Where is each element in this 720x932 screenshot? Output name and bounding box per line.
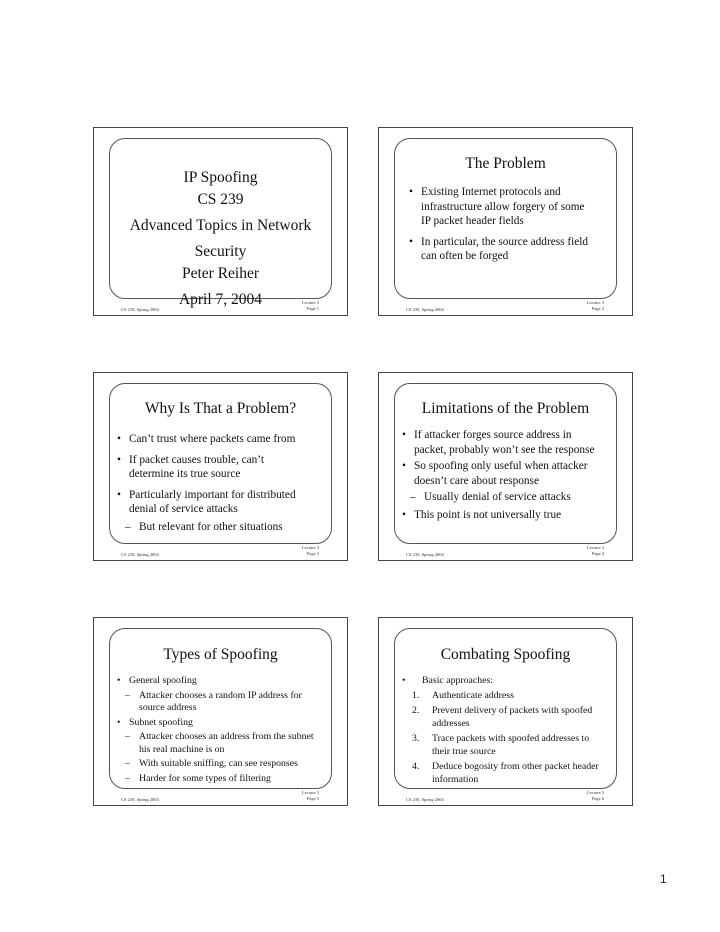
dash-mark: – [125, 520, 131, 533]
bullet-dot: • [117, 433, 121, 445]
footer-lecture: Lecture 3 [586, 790, 604, 795]
title-line: Advanced Topics in Network [129, 217, 312, 234]
slide-5-title: Types of Spoofing [163, 646, 278, 663]
slide-footer-course: CS 239, Spring 2004 [121, 307, 159, 312]
sub-bullet-item: – Harder for some types of filtering [125, 772, 271, 784]
slide-4-frame [394, 383, 617, 544]
sub-bullet-item: – But relevant for other situations [125, 520, 283, 533]
slide-2-bullets [409, 185, 590, 270]
title-line: Peter Reiher [181, 265, 260, 282]
slide-1 [93, 127, 348, 316]
bullet-dot: • [402, 429, 406, 441]
footer-lecture: Lecture 3 [301, 300, 319, 305]
slide-5-bullets [117, 675, 317, 787]
slide-footer-course: CS 239, Spring 2004 [121, 552, 159, 557]
sub-bullet-item: – Attacker chooses a random IP address for source address [125, 689, 302, 713]
slide-footer-page [587, 300, 604, 311]
slide-footer-course: CS 239, Spring 2004 [406, 307, 444, 312]
footer-page: Page 5 [306, 795, 319, 801]
bullet-item: • Existing Internet protocols and infrastructure allow forgery of some IP packet header fields [409, 186, 585, 227]
slide-footer-page [587, 790, 604, 801]
slide-3-title: Why Is That a Problem? [144, 400, 297, 417]
title-line: Security [194, 243, 247, 260]
bullet-item: • Basic approaches: [402, 675, 493, 686]
slide-footer-page [302, 790, 319, 801]
slide-footer-course: CS 239, Spring 2004 [406, 797, 444, 802]
footer-page: Page 6 [591, 795, 604, 801]
bullet-item: • Can’t trust where packets came from [117, 433, 296, 445]
bullet-dot: • [402, 460, 406, 472]
bullet-item: • Particularly important for distributed denial of service attacks [117, 488, 296, 515]
footer-page: Page 3 [306, 550, 319, 556]
footer-lecture: Lecture 3 [586, 300, 604, 305]
numbered-item: 3. Trace packets with spoofed addresses to their true source [412, 733, 590, 757]
slide-footer-course: CS 239, Spring 2004 [121, 797, 159, 802]
bullet-item: • If attacker forges source address in packet, probably won’t see the response [402, 429, 595, 456]
dash-mark: – [125, 731, 130, 742]
slide-1-title [110, 165, 331, 313]
slide-4-title: Limitations of the Problem [421, 400, 590, 417]
slide-footer-page [302, 545, 319, 556]
slide-3 [93, 372, 348, 561]
slide-2-frame [394, 138, 617, 299]
bullet-dot: • [409, 186, 413, 198]
dash-mark: – [125, 689, 130, 701]
bullet-item: • In particular, the source address field can often be forged [409, 235, 589, 262]
bullet-dot: • [117, 453, 121, 466]
slide-4-bullets [402, 428, 598, 528]
title-line: IP Spoofing [183, 169, 258, 186]
slide-3-bullets [117, 432, 305, 537]
slide-footer-course: CS 239, Spring 2004 [406, 552, 444, 557]
footer-page: Page 1 [306, 305, 319, 311]
slide-5 [93, 617, 348, 806]
footer-page: Page 4 [591, 550, 604, 556]
bullet-item: • General spoofing [117, 675, 197, 686]
bullet-item: • So spoofing only useful when attacker doesn’t care about response [402, 460, 588, 487]
numbered-item: 2. Prevent delivery of packets with spoofed addresses [412, 705, 593, 729]
title-line: CS 239 [197, 191, 244, 208]
bullet-item: • Subnet spoofing [117, 716, 193, 728]
handout-page-number: 1 [660, 872, 667, 886]
title-line: April 7, 2004 [178, 291, 263, 308]
bullet-dot: • [402, 508, 406, 521]
dash-mark: – [125, 758, 130, 769]
sub-bullet-item: – Usually denial of service attacks [410, 491, 571, 503]
bullet-dot: • [409, 235, 413, 248]
slide-6 [378, 617, 633, 806]
bullet-dot: • [117, 488, 121, 501]
slide-2-title: The Problem [465, 155, 546, 172]
slide-6-title: Combating Spoofing [440, 646, 571, 663]
slide-footer-page [587, 545, 604, 556]
slide-4 [378, 372, 633, 561]
bullet-item: • If packet causes trouble, can’t determine its true source [117, 453, 264, 480]
footer-page: Page 2 [591, 305, 604, 311]
slide-2 [378, 127, 633, 316]
bullet-dot: • [402, 675, 406, 686]
sub-bullet-item: – Attacker chooses an address from the subnet his real machine is on [125, 731, 314, 755]
slide-footer-page [302, 300, 319, 311]
slide-5-frame [109, 628, 332, 789]
numbered-item: 4. Deduce bogosity from other packet header information [412, 761, 599, 785]
bullet-dot: • [117, 716, 121, 728]
footer-lecture: Lecture 3 [301, 790, 319, 795]
dash-mark: – [125, 772, 130, 784]
slide-6-frame [394, 628, 617, 789]
slide-6-bullets [402, 675, 604, 789]
footer-lecture: Lecture 3 [301, 545, 319, 550]
bullet-dot: • [117, 675, 121, 686]
slide-3-frame [109, 383, 332, 544]
footer-lecture: Lecture 3 [586, 545, 604, 550]
sub-bullet-item: – With suitable sniffing, can see responses [125, 758, 298, 769]
numbered-item: 1. Authenticate address [412, 689, 514, 701]
bullet-item: • This point is not universally true [402, 508, 562, 521]
dash-mark: – [410, 491, 416, 503]
